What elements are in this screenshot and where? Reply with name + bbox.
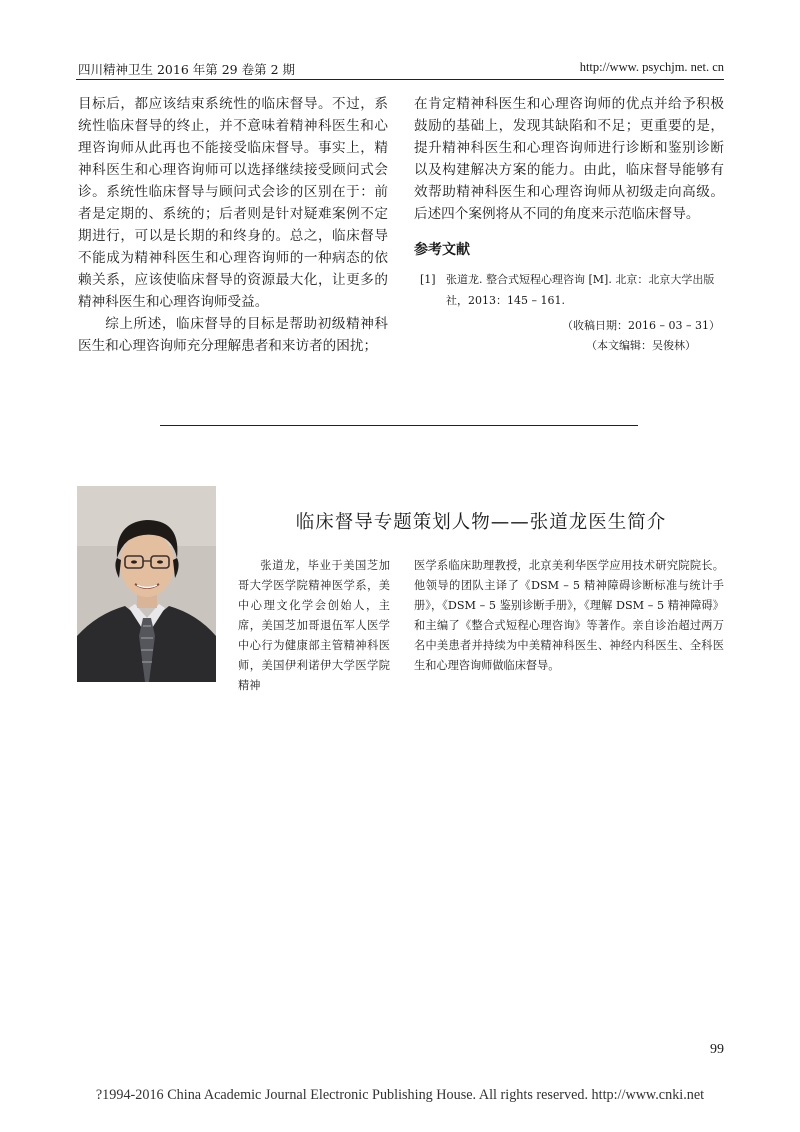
bio-paragraph: 张道龙，毕业于美国芝加哥大学医学院精神医学系，美中心理文化学会创始人，主席，美国芝加哥退伍军人医学中心行为健康部主管精神科医师，美国伊利诺伊大学医学院精神 (238, 559, 390, 692)
bio-left-column (238, 556, 390, 696)
journal-header: 四川精神卫生 2016 年第 29 卷第 2 期 (78, 62, 296, 77)
body-paragraph: 在肯定精神科医生和心理咨询师的优点并给予积极鼓励的基础上，发现其缺陷和不足；更重要的是，提升精神科医生和心理咨询师进行诊断和鉴别诊断以及构建解决方案的能力。由此，临床督导能够有效帮助精神科医生和心理咨询师从初级走向高级。后述四个案例将从不同的角度来示范临床督导。 (414, 96, 724, 222)
received-date: （收稿日期：2016 – 03 – 31） (562, 319, 720, 332)
body-paragraph: 目标后，都应该结束系统性的临床督导。不过，系统性临床督导的终止，并不意味着精神科医生和心理咨询师从此再也不能接受临床督导。事实上，精神科医生和心理咨询师可以选择继续接受顾问式会诊。系统性临床督导与顾问式会诊的区别在于：前者是定期的、系统的；后者则是针对疑难案例不定期进行，可以是长期的和终身的。总之，临床督导不能成为精神科医生和心理咨询师的一种病态的依赖关系，应该使临床督导的资源最大化，让更多的精神科医生和心理咨询师受益。 (78, 96, 388, 310)
portrait-illustration (77, 486, 216, 682)
reference-number: [1] (420, 273, 436, 286)
page-number: 99 (710, 1042, 724, 1057)
reference-item (414, 269, 724, 311)
portrait-photo (77, 486, 216, 682)
section-divider (160, 425, 638, 426)
header-rule (76, 79, 724, 80)
body-paragraph: 综上所述，临床督导的目标是帮助初级精神科医生和心理咨询师充分理解患者和来访者的困扰； (78, 316, 388, 354)
bio-paragraph: 医学系临床助理教授，北京美利华医学应用技术研究院院长。他领导的团队主译了《DSM – 5 精神障碍诊断标准与统计手册》，《DSM – 5 鉴别诊断手册》，《理解 DSM – 5 精神障碍》和主编了《整合式短程心理咨询》等著作。亲自诊治超过两万名中美患者并持续为中美精神科医生、神经内科医生、全科医生和心理咨询师做临床督导。 (414, 559, 724, 672)
left-column (78, 93, 388, 357)
bio-right-column (414, 556, 724, 676)
right-column (414, 93, 724, 356)
editor-note: （本文编辑：吴俊林） (586, 339, 696, 352)
reference-text: 张道龙. 整合式短程心理咨询 [M]. 北京：北京大学出版社，2013：145 – 161. (446, 273, 715, 307)
journal-url: http://www. psychjm. net. cn (579, 60, 724, 74)
bio-title: 临床督导专题策划人物——张道龙医生简介 (295, 512, 667, 533)
copyright-footer: ?1994-2016 China Academic Journal Electronic Publishing House. All rights reserved. http://www.cnki.net (95, 1087, 705, 1103)
references-heading: 参考文献 (414, 242, 470, 258)
